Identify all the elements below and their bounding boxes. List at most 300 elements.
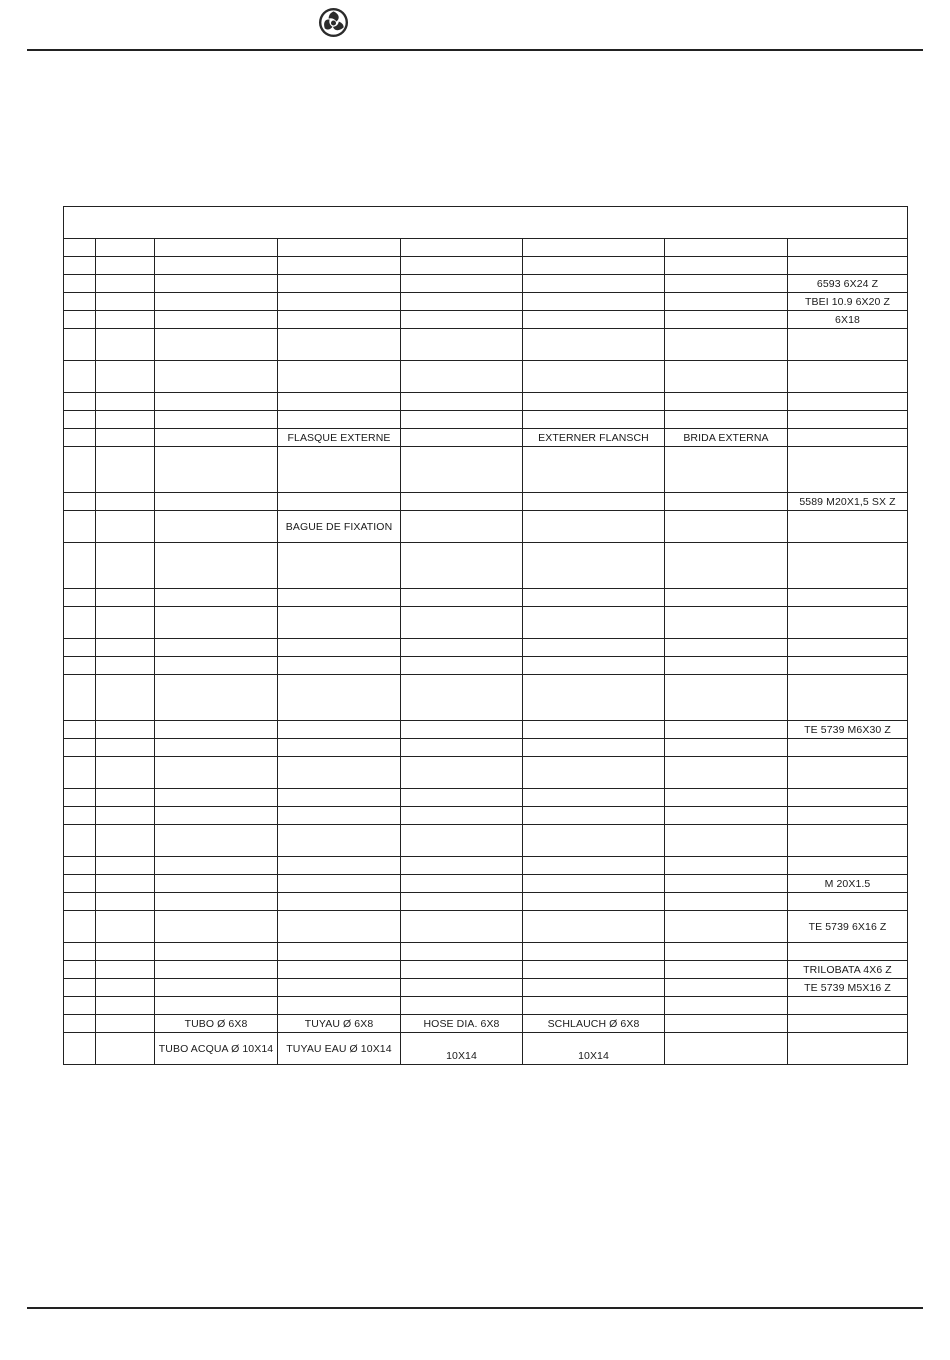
table-cell (401, 857, 523, 875)
table-cell: EXTERNER FLANSCH (523, 429, 665, 447)
table-cell (278, 311, 401, 329)
table-row (64, 807, 908, 825)
table-cell (401, 607, 523, 639)
table-cell (788, 361, 908, 393)
table-cell (401, 757, 523, 789)
table-cell (788, 393, 908, 411)
table-cell (401, 411, 523, 429)
table-cell: TUYAU EAU Ø 10X14 (278, 1033, 401, 1065)
table-cell (523, 257, 665, 275)
table-cell (64, 979, 96, 997)
table-cell (278, 329, 401, 361)
table-cell (155, 607, 278, 639)
table-cell (665, 657, 788, 675)
table-row (64, 657, 908, 675)
table-cell (64, 275, 96, 293)
table-cell (665, 893, 788, 911)
table-cell (788, 757, 908, 789)
table-row (64, 857, 908, 875)
table-cell (64, 293, 96, 311)
table-cell (665, 757, 788, 789)
table-cell (155, 411, 278, 429)
table-cell (64, 411, 96, 429)
table-row (64, 961, 908, 979)
table-cell (523, 721, 665, 739)
table-cell (523, 979, 665, 997)
table-cell (96, 589, 155, 607)
table-cell (64, 721, 96, 739)
table-cell (523, 911, 665, 943)
table-cell (278, 875, 401, 893)
table-cell (155, 447, 278, 493)
table-row (64, 943, 908, 961)
table-cell (788, 807, 908, 825)
table-row (64, 447, 908, 493)
table-cell (155, 721, 278, 739)
table-cell (788, 857, 908, 875)
table-row (64, 511, 908, 543)
table-cell (401, 511, 523, 543)
table-cell: TE 5739 6X16 Z (788, 911, 908, 943)
table-cell: TE 5739 M5X16 Z (788, 979, 908, 997)
table-cell (278, 393, 401, 411)
table-row (64, 1033, 908, 1065)
table-cell (64, 961, 96, 979)
table-cell (401, 997, 523, 1015)
table-cell (155, 293, 278, 311)
table-cell (64, 1015, 96, 1033)
table-cell (278, 447, 401, 493)
table-cell (155, 493, 278, 511)
table-cell (665, 311, 788, 329)
table-cell (96, 807, 155, 825)
table-cell (64, 657, 96, 675)
table-cell (401, 721, 523, 739)
table-cell (155, 257, 278, 275)
table-header-row (64, 207, 908, 239)
table-cell (96, 239, 155, 257)
table-cell (665, 447, 788, 493)
table-cell (278, 825, 401, 857)
table-cell (64, 789, 96, 807)
table-cell (523, 311, 665, 329)
table-cell (401, 329, 523, 361)
table-cell: TRILOBATA 4X6 Z (788, 961, 908, 979)
table-cell (155, 393, 278, 411)
table-cell (401, 675, 523, 721)
table-row (64, 361, 908, 393)
table-cell (64, 493, 96, 511)
table-cell (788, 607, 908, 639)
table-cell (788, 329, 908, 361)
table-row (64, 311, 908, 329)
table-cell: TUBO Ø 6X8 (155, 1015, 278, 1033)
table-cell (278, 893, 401, 911)
table-cell (278, 657, 401, 675)
table-cell (278, 789, 401, 807)
table-cell (96, 875, 155, 893)
table-row (64, 757, 908, 789)
table-cell (64, 511, 96, 543)
table-cell (64, 757, 96, 789)
table-cell (523, 875, 665, 893)
table-cell (96, 675, 155, 721)
table-cell (523, 329, 665, 361)
table-row (64, 275, 908, 293)
table-cell (401, 639, 523, 657)
header-rule (27, 49, 923, 51)
table-cell (278, 721, 401, 739)
table-cell (64, 429, 96, 447)
table-cell (523, 893, 665, 911)
table-cell (788, 893, 908, 911)
table-cell (96, 311, 155, 329)
table-cell (401, 979, 523, 997)
table-cell (523, 739, 665, 757)
table-cell (401, 311, 523, 329)
table-cell (64, 807, 96, 825)
table-row (64, 721, 908, 739)
table-cell (788, 739, 908, 757)
table-cell (96, 447, 155, 493)
table-cell (665, 1033, 788, 1065)
table-cell (788, 543, 908, 589)
table-cell (96, 257, 155, 275)
table-cell (665, 361, 788, 393)
table-cell (96, 607, 155, 639)
table-row (64, 543, 908, 589)
table-cell (155, 361, 278, 393)
table-cell (523, 657, 665, 675)
table-cell (401, 447, 523, 493)
table-cell (96, 393, 155, 411)
table-cell (96, 543, 155, 589)
table-row (64, 875, 908, 893)
table-cell (64, 447, 96, 493)
table-cell (155, 275, 278, 293)
table-cell (96, 739, 155, 757)
table-cell (96, 411, 155, 429)
table-cell (155, 239, 278, 257)
table-cell (155, 675, 278, 721)
table-cell (155, 657, 278, 675)
table-cell (788, 429, 908, 447)
table-cell (64, 639, 96, 657)
table-cell (96, 1015, 155, 1033)
table-cell (523, 493, 665, 511)
table-cell (401, 361, 523, 393)
table-cell (155, 311, 278, 329)
table-row (64, 639, 908, 657)
table-row (64, 979, 908, 997)
table-cell (665, 393, 788, 411)
table-cell: 6X18 (788, 311, 908, 329)
table-cell (401, 911, 523, 943)
table-row (64, 739, 908, 757)
table-cell (96, 757, 155, 789)
table-cell (665, 789, 788, 807)
table-cell: 5589 M20X1,5 SX Z (788, 493, 908, 511)
table-cell (96, 429, 155, 447)
table-cell (401, 961, 523, 979)
table-cell (788, 789, 908, 807)
table-cell (523, 293, 665, 311)
table-cell (401, 493, 523, 511)
table-cell (155, 543, 278, 589)
table-cell (401, 875, 523, 893)
table-cell: FLASQUE EXTERNE (278, 429, 401, 447)
table-cell (96, 893, 155, 911)
table-row (64, 1015, 908, 1033)
table-row (64, 607, 908, 639)
table-cell: BAGUE DE FIXATION (278, 511, 401, 543)
table-cell (523, 589, 665, 607)
table-cell (401, 393, 523, 411)
table-cell (64, 311, 96, 329)
table-cell (788, 943, 908, 961)
table-cell (665, 511, 788, 543)
table-cell (64, 825, 96, 857)
table-cell (401, 543, 523, 589)
table-cell (278, 675, 401, 721)
table-cell (523, 393, 665, 411)
table-row (64, 589, 908, 607)
table-cell (665, 411, 788, 429)
table-cell (278, 589, 401, 607)
table-cell (788, 1033, 908, 1065)
table-cell: SCHLAUCH Ø 6X8 (523, 1015, 665, 1033)
table-cell (401, 657, 523, 675)
table-cell (278, 857, 401, 875)
table-cell (96, 329, 155, 361)
table-cell (523, 675, 665, 721)
table-cell (278, 739, 401, 757)
table-cell (155, 875, 278, 893)
table-cell: 10X14 (401, 1033, 523, 1065)
table-cell (155, 997, 278, 1015)
table-row (64, 239, 908, 257)
table-row (64, 911, 908, 943)
table-cell (523, 447, 665, 493)
table-cell (96, 789, 155, 807)
table-cell: TUBO ACQUA Ø 10X14 (155, 1033, 278, 1065)
table-cell (665, 329, 788, 361)
table-cell: TBEI 10.9 6X20 Z (788, 293, 908, 311)
table-cell (788, 657, 908, 675)
table-cell (523, 239, 665, 257)
table-cell (64, 589, 96, 607)
table-cell (523, 997, 665, 1015)
table-cell (96, 1033, 155, 1065)
table-cell (96, 997, 155, 1015)
parts-list-table (63, 206, 908, 1065)
table-cell (401, 257, 523, 275)
table-cell (278, 257, 401, 275)
table-cell (523, 857, 665, 875)
table-cell (96, 493, 155, 511)
table-cell (64, 911, 96, 943)
table-cell (523, 961, 665, 979)
table-cell (278, 543, 401, 589)
table-cell (401, 739, 523, 757)
table-cell (788, 1015, 908, 1033)
table-cell (788, 239, 908, 257)
table-cell (278, 757, 401, 789)
table-cell (96, 361, 155, 393)
table-cell (401, 429, 523, 447)
table-cell (64, 875, 96, 893)
table-cell (64, 943, 96, 961)
table-cell (523, 607, 665, 639)
table-cell (64, 257, 96, 275)
table-cell (155, 639, 278, 657)
table-cell: TUYAU Ø 6X8 (278, 1015, 401, 1033)
table-cell (665, 639, 788, 657)
table-cell (155, 757, 278, 789)
table-cell (401, 239, 523, 257)
table-cell (665, 675, 788, 721)
table-cell (665, 607, 788, 639)
table-cell (155, 789, 278, 807)
table-cell (788, 639, 908, 657)
table-cell (64, 239, 96, 257)
table-cell (278, 807, 401, 825)
table-cell (788, 589, 908, 607)
table-row (64, 997, 908, 1015)
table-cell (278, 639, 401, 657)
table-cell (523, 639, 665, 657)
table-cell (665, 961, 788, 979)
table-cell (523, 543, 665, 589)
footer-rule (27, 1307, 923, 1309)
table-cell (155, 329, 278, 361)
table-cell (64, 393, 96, 411)
table-cell (401, 293, 523, 311)
table-row (64, 393, 908, 411)
table-cell (665, 943, 788, 961)
table-cell (96, 979, 155, 997)
table-cell (278, 997, 401, 1015)
table-cell (665, 857, 788, 875)
table-cell (523, 757, 665, 789)
table-cell (278, 961, 401, 979)
table-cell (665, 493, 788, 511)
company-logo-icon (318, 7, 349, 38)
table-cell (278, 493, 401, 511)
table-cell (155, 589, 278, 607)
table-cell (788, 447, 908, 493)
table-row (64, 789, 908, 807)
table-cell (155, 511, 278, 543)
table-cell (665, 721, 788, 739)
table-cell (523, 825, 665, 857)
table-cell: TE 5739 M6X30 Z (788, 721, 908, 739)
table-row (64, 411, 908, 429)
table-row (64, 893, 908, 911)
table-cell (155, 857, 278, 875)
table-row (64, 293, 908, 311)
table-cell (278, 607, 401, 639)
table-cell (401, 589, 523, 607)
table-cell (523, 275, 665, 293)
table-cell (788, 997, 908, 1015)
table-cell (64, 857, 96, 875)
table-cell (155, 825, 278, 857)
table-cell (96, 657, 155, 675)
table-cell (155, 807, 278, 825)
table-cell (665, 825, 788, 857)
table-cell (96, 511, 155, 543)
table-cell: M 20X1.5 (788, 875, 908, 893)
table-cell (96, 825, 155, 857)
table-cell (665, 1015, 788, 1033)
table-cell (155, 429, 278, 447)
table-cell (155, 893, 278, 911)
table-cell (155, 979, 278, 997)
table-cell (523, 789, 665, 807)
table-cell (401, 893, 523, 911)
table-row (64, 429, 908, 447)
table-cell (665, 543, 788, 589)
table-cell (278, 911, 401, 943)
table-cell (64, 329, 96, 361)
table-cell (96, 639, 155, 657)
table-cell (665, 979, 788, 997)
table-row (64, 493, 908, 511)
table-cell (278, 411, 401, 429)
table-cell (155, 961, 278, 979)
table-cell (523, 411, 665, 429)
table-cell (401, 943, 523, 961)
table-cell (665, 589, 788, 607)
table-cell (665, 875, 788, 893)
table-cell (278, 275, 401, 293)
table-cell (665, 997, 788, 1015)
table-cell (665, 293, 788, 311)
table-cell (788, 511, 908, 543)
table-cell (523, 511, 665, 543)
table-cell (96, 275, 155, 293)
table-cell (401, 789, 523, 807)
table-cell (278, 361, 401, 393)
table-row (64, 257, 908, 275)
table-cell (523, 361, 665, 393)
table-cell (788, 825, 908, 857)
table-cell (96, 961, 155, 979)
table-row (64, 825, 908, 857)
table-cell (96, 721, 155, 739)
table-cell: BRIDA EXTERNA (665, 429, 788, 447)
table-cell (278, 293, 401, 311)
table-cell (278, 239, 401, 257)
table-cell (665, 807, 788, 825)
table-cell (665, 739, 788, 757)
table-cell (523, 807, 665, 825)
table-cell (64, 739, 96, 757)
table-row (64, 675, 908, 721)
table-cell (64, 675, 96, 721)
table-cell: 6593 6X24 Z (788, 275, 908, 293)
table-cell (665, 257, 788, 275)
table-cell (155, 739, 278, 757)
table-cell (64, 1033, 96, 1065)
table-cell (96, 293, 155, 311)
table-cell (788, 675, 908, 721)
table-cell (96, 857, 155, 875)
table-cell (665, 239, 788, 257)
table-cell (788, 411, 908, 429)
table-cell: 10X14 (523, 1033, 665, 1065)
